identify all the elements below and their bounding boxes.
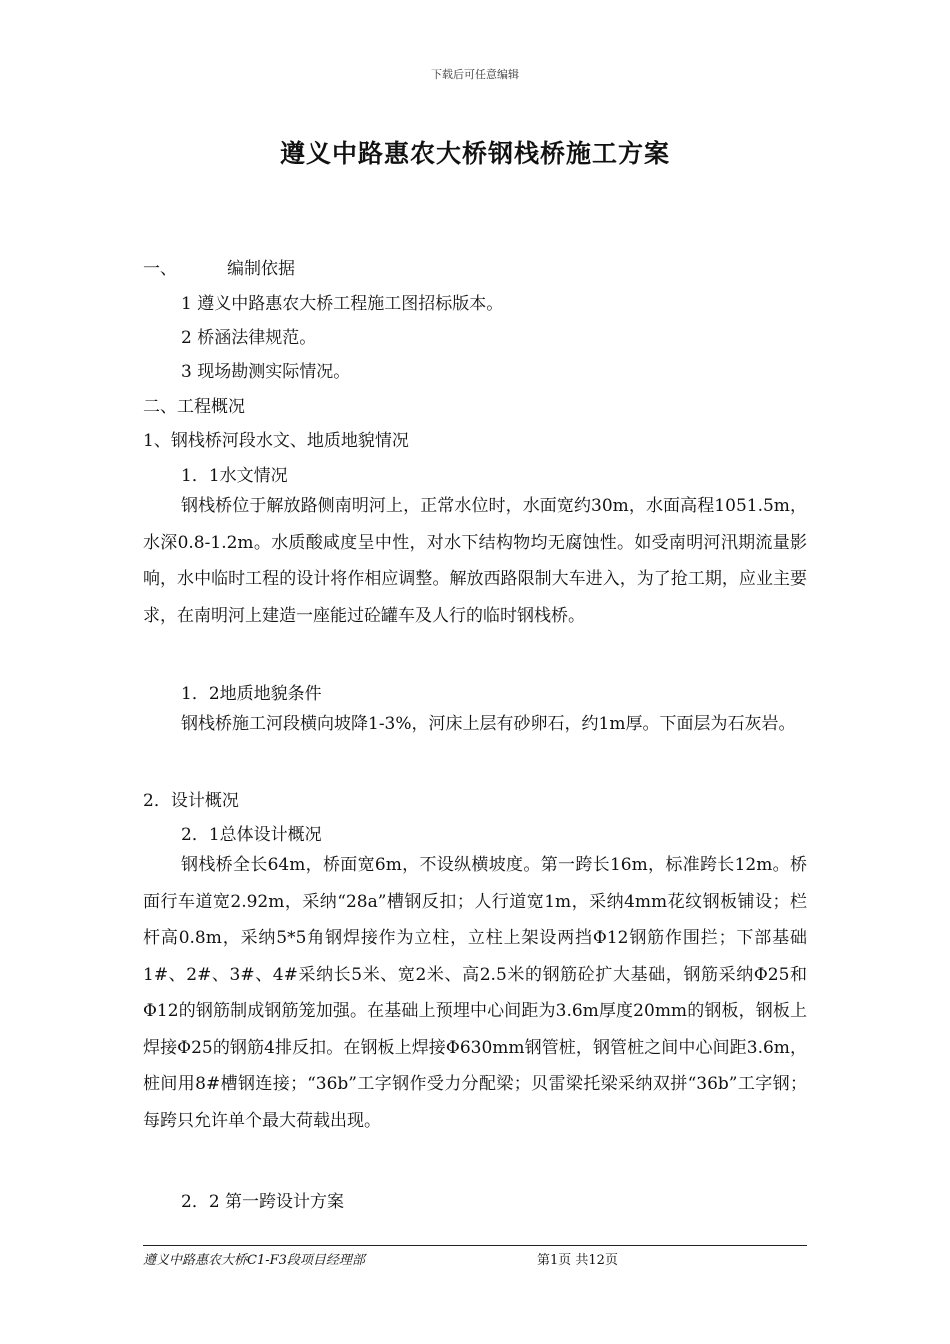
subsection-heading: 1、钢栈桥河段水文、地质地貌情况 [143,431,409,451]
paragraph-geology: 钢栈桥施工河段横向坡降1-3%，河床上层有砂卵石，约1m厚。下面层为石灰岩。 [181,714,796,734]
section-heading-overview: 二、工程概况 [143,397,245,417]
document-body [143,0,807,1240]
paragraph-design: 钢栈桥全长64m，桥面宽6m，不设纵横坡度。第一跨长16m，标准跨长12m。桥面行车道宽2.92m，采纳“28a”槽钢反扣；人行道宽1m，采纳4mm花纹钢板铺设；栏杆高0.8m，采纳5*5角钢焊接作为立柱，立柱上架设两挡Φ12钢筋作围拦；下部基础1#、2#、3#、4#采纳长5米、宽2米、高2.5米的钢筋砼扩大基础，钢筋采纳Φ25和Φ12的钢筋制成钢筋笼加强。在基础上预埋中心间距为3.6m厚度20mm的钢板，钢板上焊接Φ25的钢筋4排反扣。在钢板上焊接Φ630mm钢管桩，钢管桩之间中心间距3.6m，桩间用8#槽钢连接；“36b”工字钢作受力分配梁；贝雷梁托梁采纳双拼“36b”工字钢；每跨只允许单个最大荷载出现。 [143,855,807,1131]
document-title: 遵义中路惠农大桥钢栈桥施工方案 [279,139,670,168]
subsection-heading: 2．2 第一跨设计方案 [181,1192,345,1212]
basis-item: 2 桥涵法律规范。 [181,328,317,348]
section-title: 编制依据 [227,259,295,279]
basis-item: 3 现场勘测实际情况。 [181,362,351,382]
section-heading-basis [143,254,295,279]
subsection-heading: 2．1总体设计概况 [181,825,322,845]
subsection-heading: 1．1水文情况 [181,466,288,486]
header-note: 下载后可任意编辑 [431,68,519,81]
section-number: 一、 [143,259,177,279]
subsection-heading: 2．设计概况 [143,791,239,811]
basis-item: 1 遵义中路惠农大桥工程施工图招标版本。 [181,294,504,314]
paragraph-hydrology: 钢栈桥位于解放路侧南明河上，正常水位时，水面宽约30m，水面高程1051.5m，水深0.8-1.2m。水质酸咸度呈中性，对水下结构物均无腐蚀性。如受南明河汛期流量影响，水中临时工程的设计将作相应调整。解放西路限制大车进入，为了抢工期，应业主要求，在南明河上建造一座能过砼罐车及人行的临时钢栈桥。 [143,496,807,626]
subsection-heading: 1．2地质地貌条件 [181,684,322,704]
footer-page-number: 第1页 共12页 [537,1253,618,1268]
footer-organization: 遵义中路惠农大桥C1-F3段项目经理部 [143,1253,365,1268]
footer-divider [143,1245,807,1246]
